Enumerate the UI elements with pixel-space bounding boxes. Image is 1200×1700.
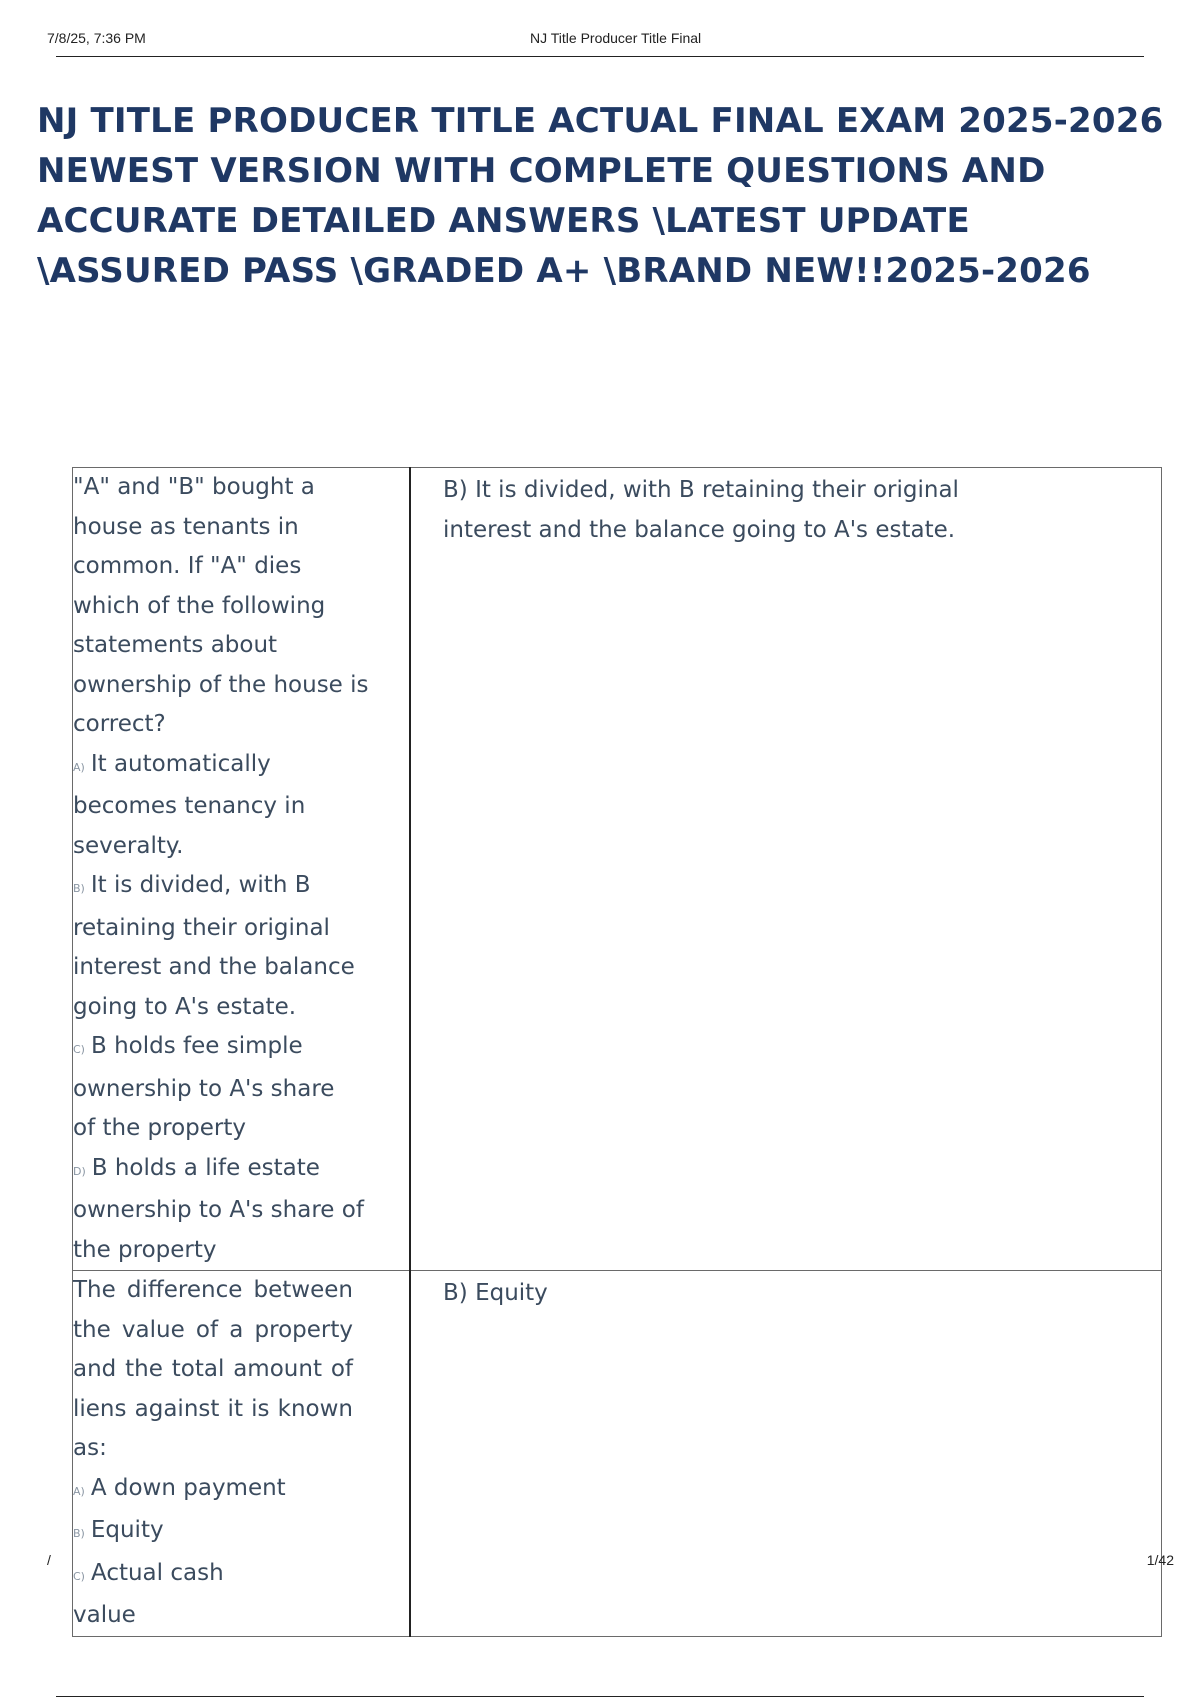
option-a [73, 1469, 409, 1512]
question-cell [73, 468, 411, 1271]
option-letter: A) [73, 1484, 85, 1498]
option-letter: B) [73, 1527, 85, 1540]
option-text: It is divided, with B retaining their original interest and the balance going to A's estate. [73, 872, 355, 1020]
question-cell [73, 1271, 411, 1637]
option-a [73, 745, 353, 867]
option-b [73, 1511, 409, 1554]
option-c [73, 1027, 353, 1149]
option-d [73, 1149, 373, 1271]
table-row [73, 1271, 1162, 1637]
footer-divider [56, 1696, 1144, 1697]
option-text: B holds fee simple ownership to A's share of the property [73, 1033, 335, 1141]
option-letter: A) [73, 760, 85, 774]
question-text: The difference between the value of a property and the total amount of liens against it is known as: [73, 1277, 353, 1461]
option-text: A down payment [90, 1474, 286, 1501]
document-title: NJ TITLE PRODUCER TITLE ACTUAL FINAL EXAM 2025-2026 NEWEST VERSION WITH COMPLETE QUESTIONS AND ACCURATE DETAILED ANSWERS \LATEST UPDATE \ASSURED PASS \GRADED A+ \BRAND NEW!!2025-2026 [37, 101, 1164, 291]
option-text: It automatically becomes tenancy in severalty. [73, 750, 306, 859]
option-text: Equity [90, 1517, 164, 1543]
footer-left-mark: / [47, 1552, 51, 1568]
answer-text: B) Equity [443, 1280, 548, 1306]
option-text: Actual cash value [73, 1559, 224, 1628]
option-text: B holds a life estate ownership to A's share of the property [73, 1154, 364, 1263]
option-b [73, 866, 405, 1027]
page-number: 1/42 [1146, 1552, 1174, 1568]
option-letter: C) [73, 1569, 85, 1583]
option-letter: D) [73, 1164, 86, 1178]
answer-text: B) It is divided, with B retaining their original interest and the balance going to A's estate. [443, 477, 959, 543]
table-row [73, 468, 1162, 1271]
print-date: 7/8/25, 7:36 PM [47, 30, 146, 46]
answer-cell [410, 1271, 1162, 1637]
print-header-title: NJ Title Producer Title Final [530, 30, 702, 46]
option-letter: C) [73, 1043, 85, 1056]
qa-table [72, 467, 1162, 1637]
answer-cell [410, 468, 1162, 1271]
option-c [73, 1554, 233, 1636]
header-divider [56, 56, 1144, 57]
option-letter: B) [73, 882, 85, 895]
question-text: "A" and "B" bought a house as tenants in common. If "A" dies which of the following statements about ownership of the house is correct? [73, 474, 369, 737]
